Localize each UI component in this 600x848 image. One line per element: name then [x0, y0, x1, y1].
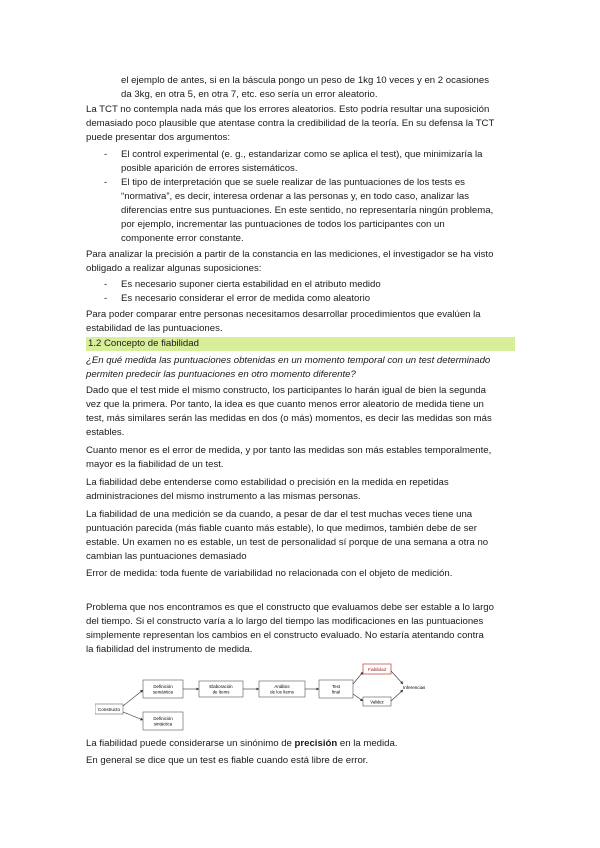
- list-item: por ejemplo, incrementar las puntuaciones de todos los participantes con un: [121, 219, 445, 230]
- inferences-label: Inferencias: [403, 685, 425, 690]
- box-analysis-line2: de los ítems: [270, 689, 294, 695]
- box-final-line2: final: [331, 689, 341, 695]
- text-line: estabilidad de las puntuaciones.: [86, 323, 223, 334]
- text-line: La TCT no contempla nada más que los errores aleatorios. Esto podría resultar una suposición: [86, 104, 490, 115]
- box-syntactic-line1: Definición: [153, 716, 173, 721]
- question-line: permiten predecir las puntuaciones en otro momento diferente?: [86, 369, 356, 380]
- bold-term: precisión: [294, 738, 338, 749]
- list-item: Es necesario considerar el error de medida como aleatorio: [121, 293, 371, 304]
- text-line: Error de medida: toda fuente de variabilidad no relacionada con el objeto de medición.: [86, 568, 453, 579]
- text-line: Dado que el test mide el mismo constructo, los participantes lo harán igual de bien la segunda: [86, 385, 486, 396]
- text-line: En general se dice que un test es fiable cuando está libre de error.: [86, 755, 369, 766]
- box-items-line2: de ítems: [212, 689, 230, 695]
- box-semantic-line1: Definición: [153, 684, 173, 689]
- validity-label: Validez: [370, 699, 384, 705]
- text-line: demasiado poco plausible que atentase contra la credibilidad de la teoría. En su defensa la TCT: [86, 118, 495, 129]
- text-line: cambian las puntuaciones demasiado: [86, 551, 247, 562]
- text-line: [86, 738, 397, 750]
- list-item: diferencias entre sus puntuaciones. En este sentido, no representaría ningún problema,: [121, 205, 494, 216]
- text-line: puntuación parecida (más fiable cuanto más estable), lo que medimos, también debe de ser: [86, 523, 477, 534]
- text-line: test, más similares serán las medidas en dos (o más) momentos, es decir las medidas son más: [86, 413, 492, 424]
- list-item: El control experimental (e. g., estandarizar como se aplica el test), que minimizaría la: [121, 149, 483, 160]
- text-line: da 3kg, en otra 5, en otra 7, etc. eso sería un error aleatorio.: [121, 89, 378, 100]
- reliability-diagram: [95, 662, 425, 732]
- text-line: Cuanto menor es el error de medida, y por tanto las medidas son más estables temporalmente,: [86, 445, 492, 456]
- text-line: del tiempo. Si el constructo varía a lo largo del tiempo las modificaciones en las puntuaciones: [86, 616, 484, 627]
- text-line: Problema que nos encontramos es que el constructo que evaluamos debe ser estable a lo largo: [86, 602, 494, 613]
- box-analysis-line1: Análisis: [274, 684, 290, 689]
- text-line: obligado a realizar algunas suposiciones:: [86, 263, 262, 274]
- text-line: el ejemplo de antes, si en la báscula pongo un peso de 1kg 10 veces y en 2 ocasiones: [121, 75, 490, 86]
- text-line: puede presentar dos argumentos:: [86, 132, 230, 143]
- list-dash: -: [104, 293, 108, 304]
- text-line: estable. Un examen no es estable, un test de personalidad sí porque de una semana a otra no: [86, 537, 489, 548]
- text-line: mayor es la fiabilidad de un test.: [86, 459, 224, 470]
- box-items-line1: Elaboración: [209, 684, 233, 689]
- start-label: Constructo: [97, 707, 121, 712]
- text-line: administraciones del mismo instrumento a las mismas personas.: [86, 491, 361, 502]
- text-line: Para poder comparar entre personas necesitamos desarrollar procedimientos que evalúen la: [86, 309, 481, 320]
- list-item: “normativa”, es decir, interesa ordenar a las personas y, en todo caso, analizar las: [121, 191, 470, 202]
- section-heading-text: 1.2 Concepto de fiabilidad: [88, 338, 199, 349]
- text-line: Para analizar la precisión a partir de la constancia en las mediciones, el investigador se ha visto: [86, 249, 494, 260]
- text-line: la fiabilidad del instrumento de medida.: [86, 644, 253, 655]
- text-line: estables.: [86, 427, 125, 438]
- text-segment: La fiabilidad puede considerarse un sinónimo de: [86, 738, 295, 749]
- list-dash: -: [104, 177, 108, 188]
- text-line: La fiabilidad debe entenderse como estabilidad o precisión en la medida en repetidas: [86, 477, 449, 488]
- text-line: La fiabilidad de una medición se da cuando, a pesar de dar el test muchas veces tiene una: [86, 509, 473, 520]
- reliability-label: Fiabilidad: [368, 667, 386, 672]
- question-line: ¿En qué medida las puntuaciones obtenidas en un momento temporal con un test determinado: [86, 355, 491, 366]
- text-segment: en la medida.: [337, 738, 398, 749]
- list-dash: -: [104, 279, 108, 290]
- text-line: vez que la primera. Por tanto, la idea es que cuanto menos error aleatorio de medida tiene un: [86, 399, 484, 410]
- list-item: Es necesario suponer cierta estabilidad en el atributo medido: [121, 279, 381, 290]
- text-line: simplemente representan los cambios en el constructo evaluado. No estaría atentando contra: [86, 630, 484, 641]
- box-syntactic-line2: sintáctica: [153, 721, 173, 727]
- list-dash: -: [104, 149, 108, 160]
- section-heading: [86, 337, 515, 351]
- box-final-line1: Test: [331, 684, 341, 689]
- list-item: El tipo de interpretación que se suele realizar de las puntuaciones de los tests es: [121, 177, 465, 188]
- list-item: posible aparición de errores sistemáticos.: [121, 163, 298, 174]
- list-item: componente error constante.: [121, 233, 244, 244]
- box-semantic-line2: semántica: [152, 689, 174, 695]
